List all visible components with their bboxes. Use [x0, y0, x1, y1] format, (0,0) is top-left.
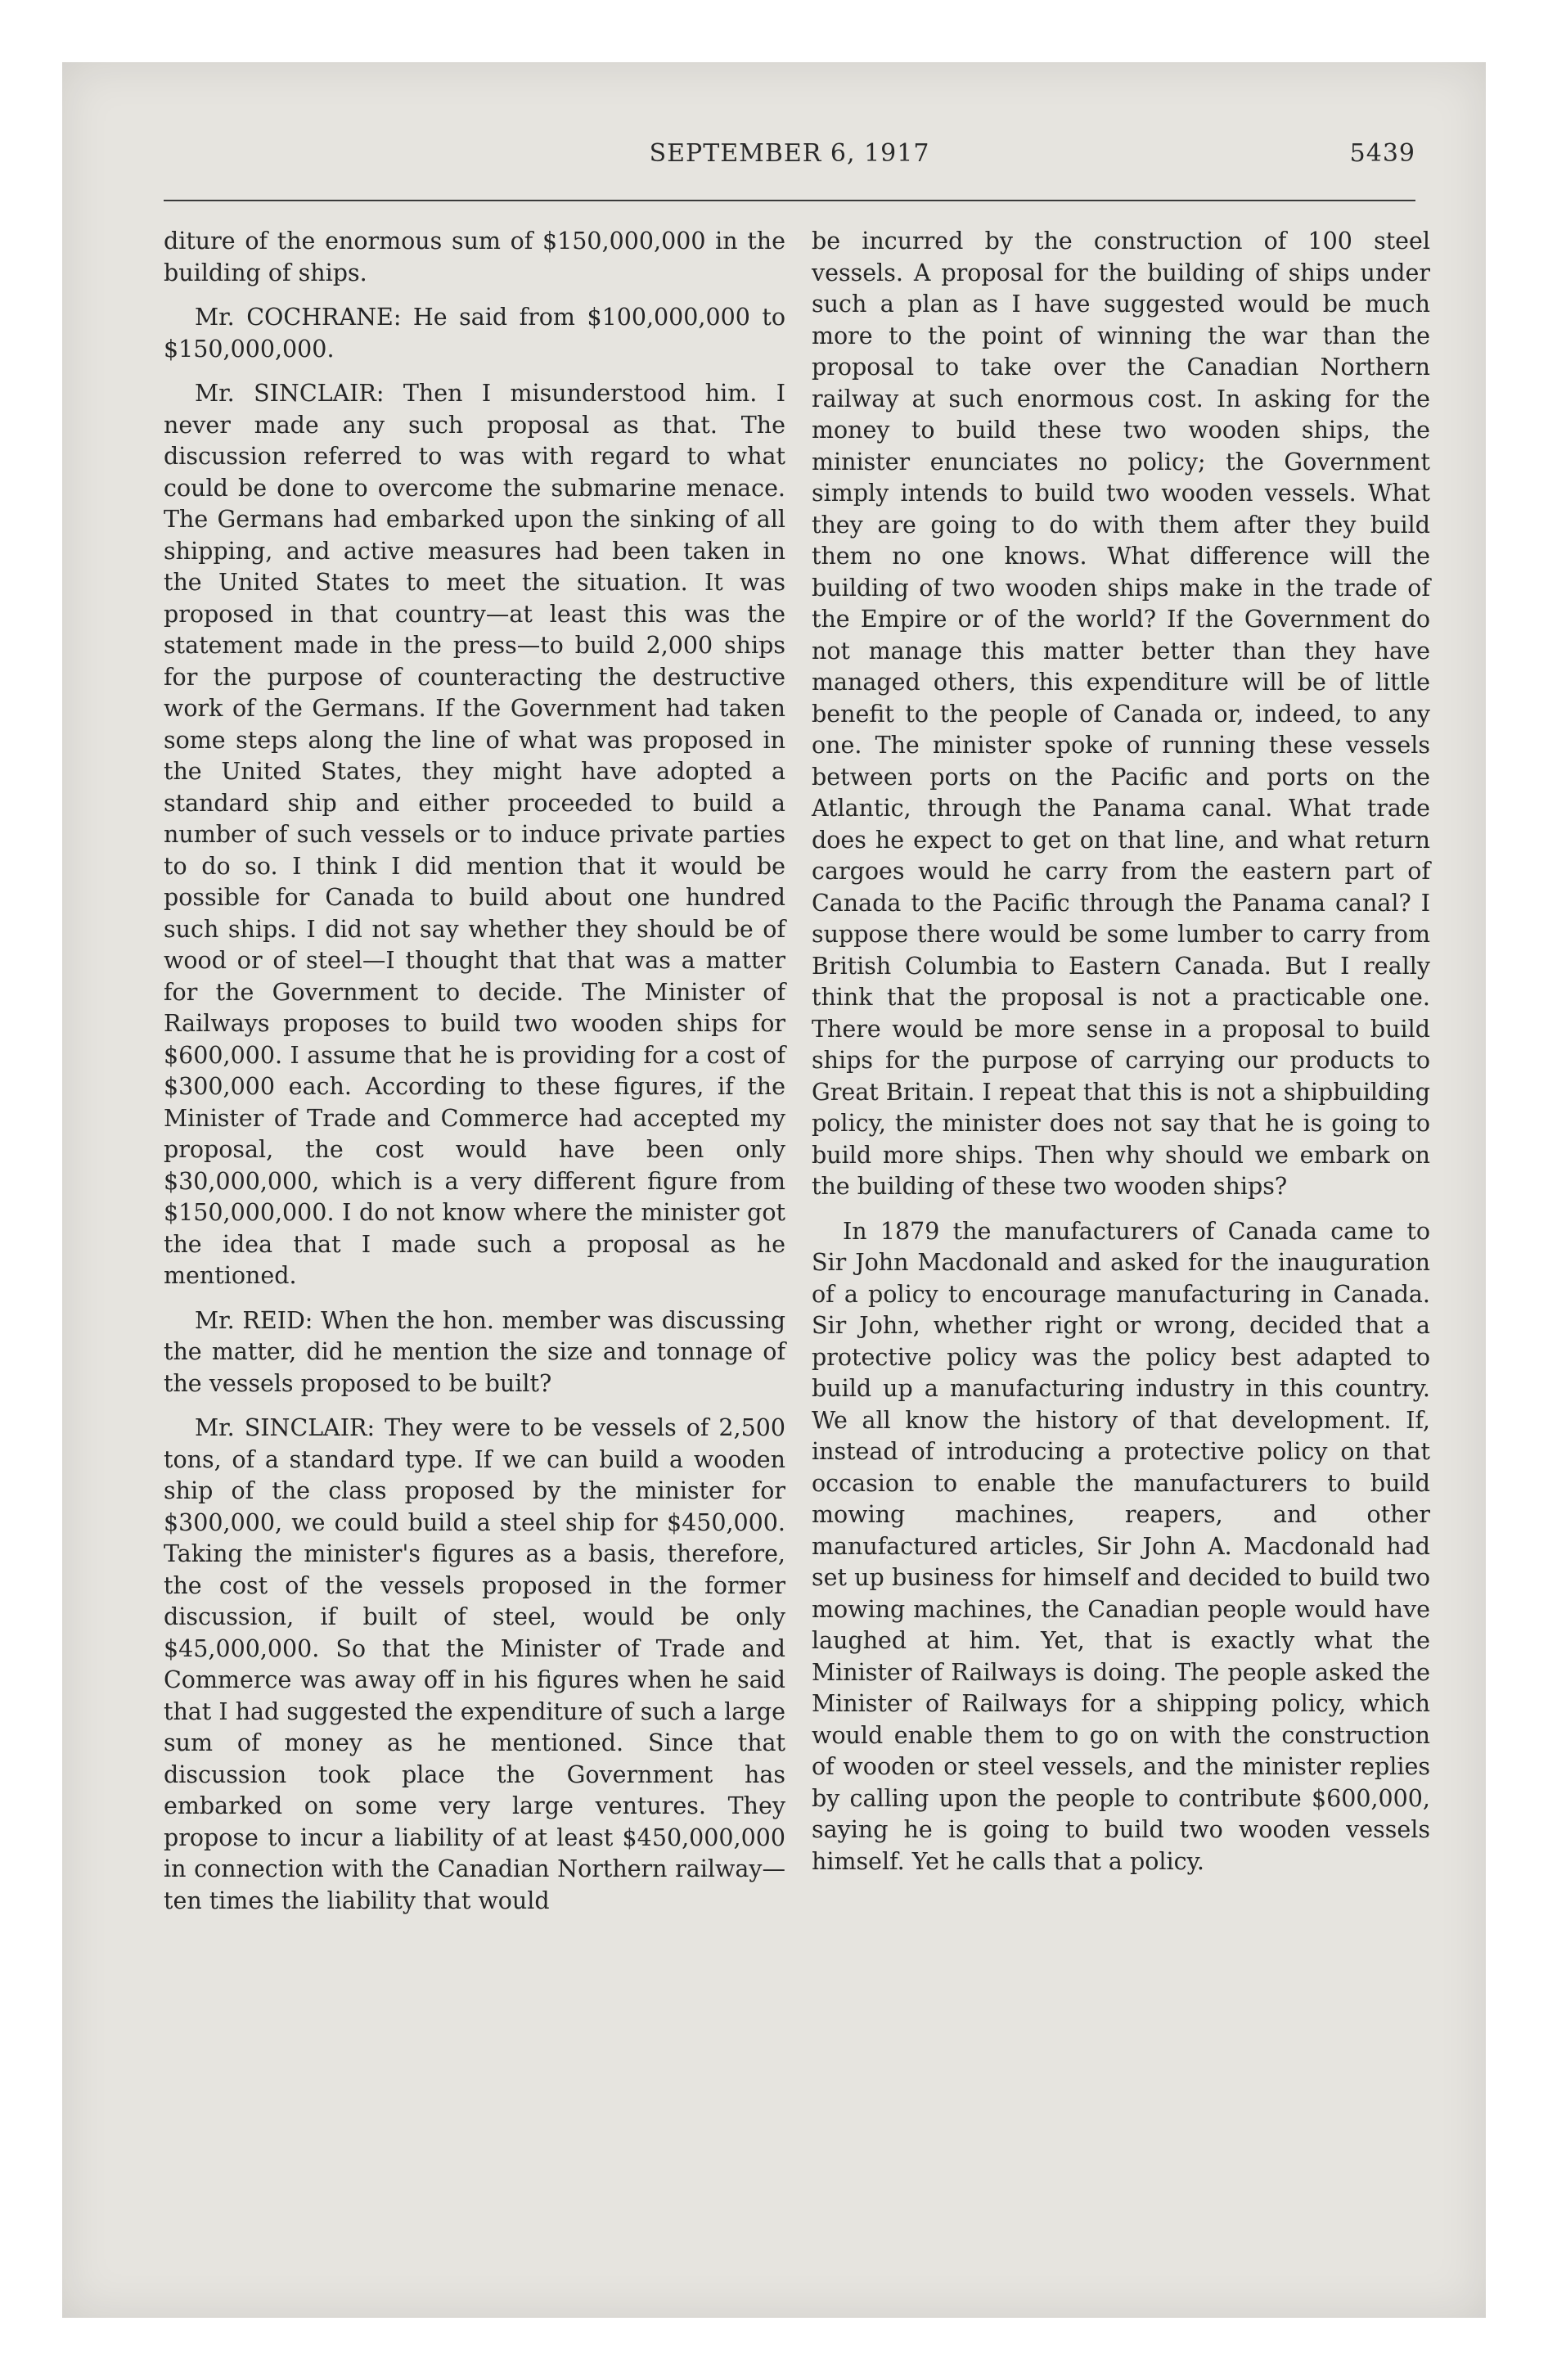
page-number: 5439 — [1349, 139, 1415, 168]
right-column — [812, 226, 1430, 1891]
header-rule — [164, 200, 1415, 201]
page-header — [164, 139, 1415, 180]
paragraph: Mr. COCHRANE: He said from $100,000,000 to $150,000,000. — [164, 304, 785, 363]
paragraph: diture of the enormous sum of $150,000,000 in the building of ships. — [164, 228, 785, 286]
paragraph: Mr. SINCLAIR: Then I misunderstood him. I never made any such proposal as that. The discussion referred to was with regard to what could be done to overcome the submarine menace. The Germans had embarked upon the sinking of all shipping, and active measures had been taken in the United States to meet the situation. It was proposed in that country—at least this was the statement made in the press—to build 2,000 ships for the purpose of counteracting the destructive work of the Germans. If the Government had taken some steps along the line of what was proposed in the United States, they might have adopted a standard ship and either proceeded to build a number of such vessels or to induce private parties to do so. I think I did mention that it would be possible for Canada to build about one hundred such ships. I did not say whether they should be of wood or of steel—I thought that that was a matter for the Government to decide. The Minister of Railways proposes to build two wooden ships for $600,000. I assume that he is providing for a cost of $300,000 each. According to these figures, if the Minister of Trade and Commerce had accepted my proposal, the cost would have been only $30,000,000, which is a very different figure from $150,000,000. I do not know where the minister got the idea that I made such a proposal as he mentioned. — [164, 380, 785, 1289]
left-column — [164, 226, 785, 1930]
paragraph: In 1879 the manufacturers of Canada came to Sir John Macdonald and asked for the inauguration of a policy to encourage manufacturing in Canada. Sir John, whether right or wrong, decided that a protective policy was the policy best adapted to build up a manufacturing industry in this country. We all know the history of that development. If, instead of introducing a protective policy on that occasion to enable the manufacturers to build mowing machines, reapers, and other manufactured articles, Sir John A. Macdonald had set up business for himself and decided to build two mowing machines, the Canadian people would have laughed at him. Yet, that is exactly what the Minister of Railways is doing. The people asked the Minister of Railways for a shipping policy, which would enable them to go on with the construction of wooden or steel vessels, and the minister replies by calling upon the people to contribute $600,000, saying he is going to build two wooden vessels himself. Yet he calls that a policy. — [812, 1217, 1430, 1875]
paragraph: be incurred by the construction of 100 steel vessels. A proposal for the building of ships under such a plan as I have suggested would be much more to the point of winning the war than the proposal to take over the Canadian Northern railway at such enormous cost. In asking for the money to build these two wooden ships, the minister enunciates no policy; the Government simply intends to build two wooden vessels. What they are going to do with them after they build them no one knows. What difference will the building of two wooden ships make in the trade of the Empire or of the world? If the Government do not manage this matter better than they have managed others, this expenditure will be of little benefit to the people of Canada or, indeed, to any one. The minister spoke of running these vessels between ports on the Pacific and ports on the Atlantic, through the Panama canal. What trade does he expect to get on that line, and what return cargoes would he carry from the eastern part of Canada to the Pacific through the Panama canal? I suppose there would be some lumber to carry from British Columbia to Eastern Canada. But I really think that the proposal is not a practicable one. There would be more sense in a proposal to build ships for the purpose of carrying our products to Great Britain. I repeat that this is not a shipbuilding policy, the minister does not say that he is going to build more ships. Then why should we embark on the building of these two wooden ships? — [812, 228, 1430, 1200]
paragraph: Mr. REID: When the hon. member was discussing the matter, did he mention the size and tonnage of the vessels proposed to be built? — [164, 1306, 785, 1397]
paragraph: Mr. SINCLAIR: They were to be vessels of 2,500 tons, of a standard type. If we can build a wooden ship of the class proposed by the minister for $300,000, we could build a steel ship for $450,000. Taking the minister's figures as a basis, therefore, the cost of the vessels proposed in the former discussion, if built of steel, would be only $45,000,000. So that the Minister of Trade and Commerce was away off in his figures when he said that I had suggested the expenditure of such a large sum of money as he mentioned. Since that discussion took place the Government has embarked on some very large ventures. They propose to incur a liability of at least $450,000,000 in connection with the Canadian Northern railway—ten times the liability that would — [164, 1414, 785, 1914]
header-date: SEPTEMBER 6, 1917 — [649, 139, 930, 168]
